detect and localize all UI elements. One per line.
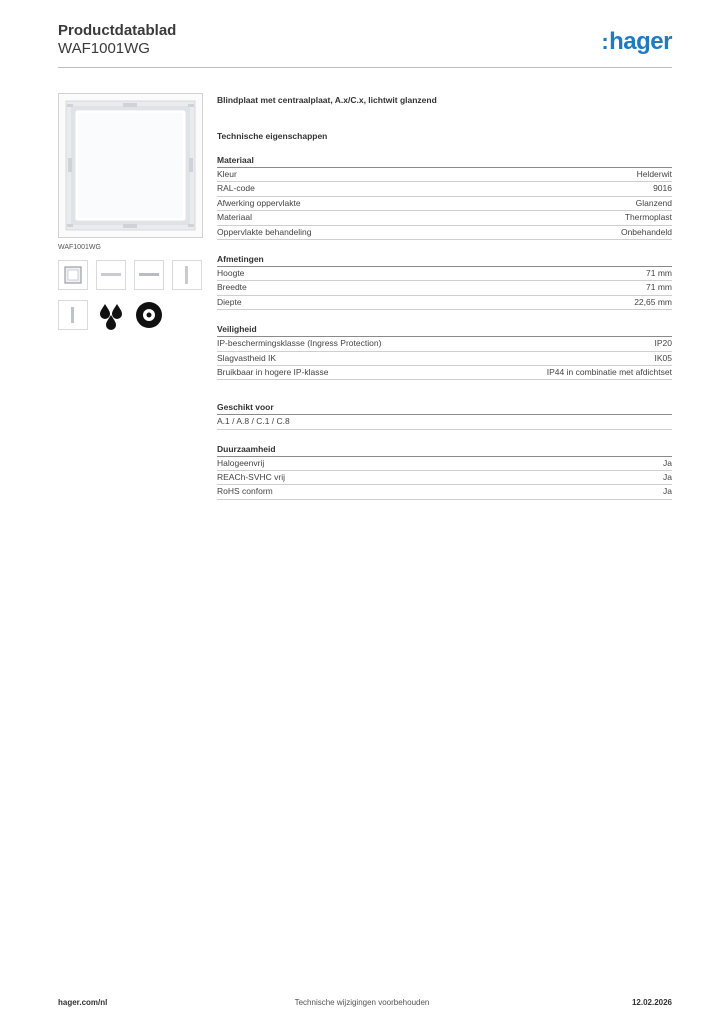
compatibility-value: A.1 / A.8 / C.1 / C.8 [217, 415, 672, 429]
spec-row [217, 267, 672, 281]
spec-row [217, 211, 672, 225]
section-materiaal [217, 155, 672, 240]
spec-row [217, 296, 672, 310]
product-code: WAF1001WG [58, 40, 150, 57]
product-specifications [217, 95, 672, 500]
spec-label: Diepte [217, 296, 242, 307]
plate-top-icon [97, 261, 125, 289]
section-afmetingen [217, 254, 672, 310]
spec-value: IP44 in combinatie met afdichtset [546, 366, 672, 377]
spec-row [217, 182, 672, 196]
footer-website-link[interactable]: hager.com/nl [58, 998, 108, 1007]
spec-value: IK05 [654, 352, 672, 363]
spec-row [217, 366, 672, 380]
spec-row [217, 485, 672, 499]
section-title: Duurzaamheid [217, 444, 672, 457]
spec-label: Halogeenvrij [217, 457, 265, 468]
spec-row [217, 352, 672, 366]
spec-label: Materiaal [217, 212, 252, 223]
spec-label: RAL-code [217, 183, 255, 194]
spec-label: Oppervlakte behandeling [217, 226, 312, 237]
footer-date: 12.02.2026 [631, 998, 672, 1007]
thumbnail-side-2[interactable] [58, 300, 88, 330]
thumbnail-bottom[interactable] [134, 260, 164, 290]
section-geschikt-voor [217, 402, 672, 429]
plate-side-icon [173, 261, 201, 289]
spec-value: Thermoplast [624, 212, 672, 223]
section-title: Geschikt voor [217, 402, 672, 415]
header-divider [58, 67, 672, 68]
spec-value: 22,65 mm [634, 296, 672, 307]
spec-value: Ja [663, 472, 672, 483]
thumbnail-top[interactable] [96, 260, 126, 290]
impact-ring-icon [134, 300, 164, 330]
product-image-label: WAF1001WG [58, 244, 101, 251]
section-title: Afmetingen [217, 254, 672, 267]
spec-label: Breedte [217, 282, 247, 293]
spec-label: Hoogte [217, 267, 245, 278]
page-title: Productdatablad [58, 22, 177, 39]
spec-row [217, 281, 672, 295]
section-title: Veiligheid [217, 324, 672, 337]
spec-value: Helderwit [636, 169, 672, 179]
spec-value: 9016 [653, 183, 672, 194]
water-drops-icon [96, 300, 126, 330]
spec-label: RoHS conform [217, 486, 273, 497]
spec-value: Onbehandeld [620, 226, 672, 237]
logo-text: hager [609, 28, 672, 55]
thumbnail-ip-rating[interactable] [96, 300, 126, 330]
spec-value: Glanzend [635, 197, 672, 208]
section-veiligheid [217, 324, 672, 380]
spec-row [217, 168, 672, 182]
thumbnail-side[interactable] [172, 260, 202, 290]
plate-front-icon [59, 261, 87, 289]
spec-label: Bruikbaar in hogere IP-klasse [217, 366, 329, 377]
spec-value: Ja [663, 486, 672, 497]
spec-label: Kleur [217, 169, 237, 179]
spec-row [217, 471, 672, 485]
spec-value: 71 mm [646, 282, 672, 293]
footer-notice: Technische wijzigingen voorbehouden [294, 998, 430, 1007]
technical-properties-heading: Technische eigenschappen [217, 131, 328, 141]
product-description: Blindplaat met centraalplaat, A.x/C.x, lichtwit glanzend [217, 95, 437, 105]
spec-label: Afwerking oppervlakte [217, 197, 301, 208]
plate-bottom-icon [135, 261, 163, 289]
product-image [58, 93, 203, 238]
spec-label: Slagvastheid IK [217, 352, 277, 363]
section-duurzaamheid [217, 444, 672, 500]
thumbnail-impact[interactable] [134, 300, 164, 330]
thumbnail-front[interactable] [58, 260, 88, 290]
blank-plate-icon [59, 94, 202, 237]
spec-row [217, 226, 672, 240]
spec-value: IP20 [654, 338, 672, 349]
plate-side-alt-icon [59, 301, 87, 329]
section-title: Materiaal [217, 155, 672, 168]
spec-value: Ja [663, 457, 672, 468]
spec-row [217, 337, 672, 351]
spec-label: IP-beschermingsklasse (Ingress Protection) [217, 338, 382, 349]
spec-label: REACh-SVHC vrij [217, 472, 286, 483]
spec-row [217, 197, 672, 211]
spec-value: 71 mm [646, 267, 672, 278]
hager-logo[interactable]: :hager [601, 28, 672, 55]
spec-row [217, 457, 672, 471]
